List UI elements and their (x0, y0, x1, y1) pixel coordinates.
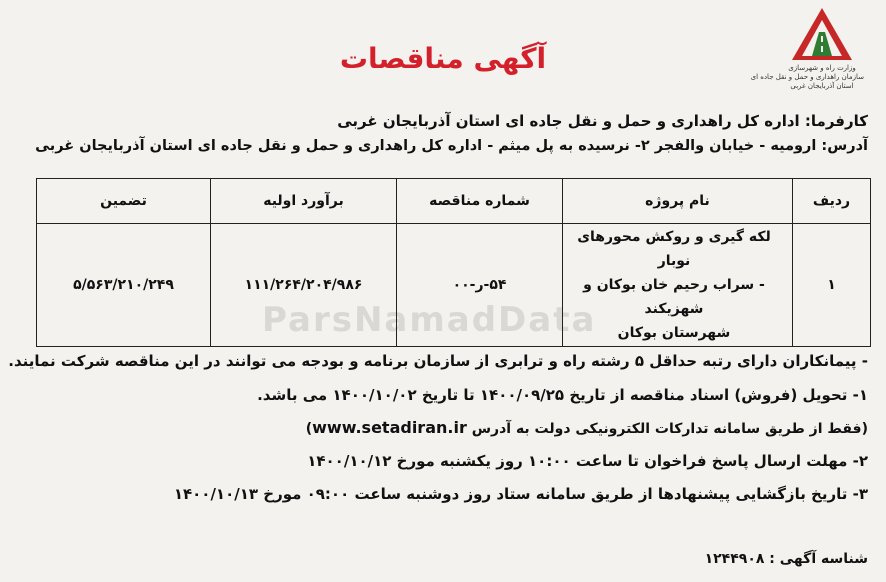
delivery-note-text: (فقط از طریق سامانه تدارکات الکترونیکی دولت به آدرس (471, 421, 868, 437)
project-line: - سراب رحیم خان بوکان و شهزیکند (583, 277, 765, 317)
employer-line: کارفرما: اداره کل راهداری و حمل و نقل جاده ای استان آذربایجان غربی (337, 112, 868, 130)
header-project-name: نام پروژه (563, 179, 793, 224)
project-line: شهرستان بوکان (617, 325, 731, 341)
cell-estimate: ۱۱۱/۲۶۴/۲۰۴/۹۸۶ (211, 224, 397, 347)
item-opening-date: ۳- تاریخ بازگشایی پیشنهادها از طریق سامانه ستاد روز دوشنبه ساعت ۰۹:۰۰ مورخ ۱۴۰۰/۱۰/۱۳ (173, 485, 868, 503)
logo-line: سازمان راهداری و حمل و نقل جاده ای (750, 73, 864, 81)
cell-row-number: ۱ (793, 224, 871, 347)
watermark: ParsNamadData (262, 300, 597, 340)
cell-tender-number: ۵۴-ر-۰۰ (397, 224, 563, 347)
logo-line: استان آذربایجان غربی (790, 82, 854, 90)
project-line: لکه گیری و روکش محورهای نوبار (577, 229, 771, 269)
cell-guarantee: ۵/۵۶۳/۲۱۰/۲۴۹ (37, 224, 211, 347)
ad-id: شناسه آگهی : ۱۲۴۴۹۰۸ (704, 551, 868, 567)
header-row-number: ردیف (793, 179, 871, 224)
cell-project-name (563, 224, 793, 347)
table-row (37, 224, 871, 347)
header-tender-number: شماره مناقصه (397, 179, 563, 224)
item-delivery-note (306, 418, 868, 437)
logo-line: وزارت راه و شهرسازی (788, 64, 856, 72)
header-estimate: برآورد اولیه (211, 179, 397, 224)
tender-table (36, 178, 871, 347)
header-guarantee: تضمین (37, 179, 211, 224)
address-line: آدرس: ارومیه - خیابان والفجر ۲- نرسیده به پل میثم - اداره کل راهداری و حمل و نقل جاده ای استان آذربایجان غربی (35, 138, 868, 154)
table-header-row (37, 179, 871, 224)
contractors-eligibility: - پیمانکاران دارای رتبه حداقل ۵ رشته راه و ترابری از سازمان برنامه و بودجه می توانند در این مناقصه شرکت نمایند. (8, 352, 868, 370)
website-link[interactable]: www.setadiran.ir (312, 418, 467, 437)
delivery-note-close: ) (305, 421, 313, 437)
item-document-delivery: ۱- تحویل (فروش) اسناد مناقصه از تاریخ ۱۴۰۰/۰۹/۲۵ تا تاریخ ۱۴۰۰/۱۰/۰۲ می باشد. (257, 386, 868, 404)
item-response-deadline: ۲- مهلت ارسال پاسخ فراخوان تا ساعت ۱۰:۰۰ روز یکشنبه مورخ ۱۴۰۰/۱۰/۱۲ (307, 452, 868, 470)
page-title: آگهی مناقصات (339, 42, 547, 75)
